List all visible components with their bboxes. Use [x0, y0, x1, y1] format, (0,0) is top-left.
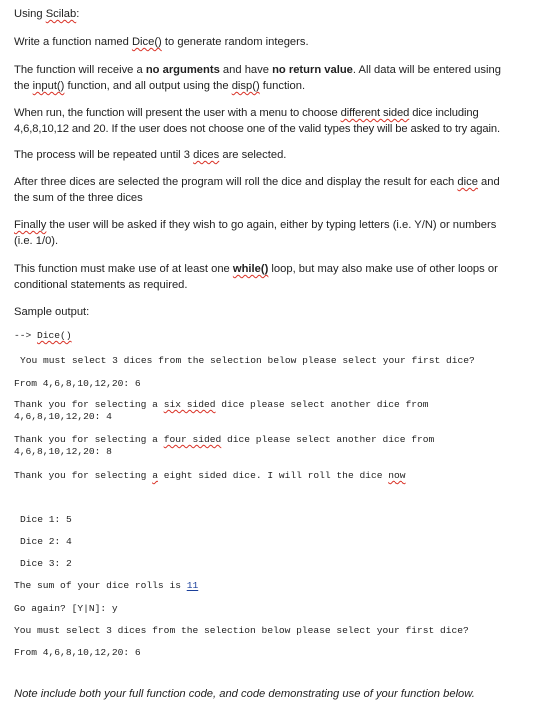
after-dice: dice [457, 176, 478, 188]
sample-line-3a: Thank you for selecting a [14, 399, 164, 410]
sample-sum [14, 580, 198, 592]
sample-again: Go again? [Y|N]: y [14, 603, 118, 614]
sample-line-5b: a [152, 470, 158, 481]
finally-paragraph [14, 217, 542, 249]
io-paragraph [14, 62, 542, 94]
run-l2: 4,6,8,10,12 and 20. If the user does not choose one of the valid types they will be asked to try again. [14, 123, 501, 135]
loop-l1a: This function must make use of at least one [14, 263, 233, 275]
sample-line-7: From 4,6,8,10,12,20: 6 [14, 647, 141, 658]
io-input-fn: input() [32, 80, 65, 92]
io-p3: . All data will be entered using [352, 64, 501, 76]
sample-line-3c: dice please select another dice from [215, 399, 429, 410]
io-p4: the [14, 80, 33, 92]
task-fn: Dice() [131, 36, 162, 48]
run-l1a: When run, the function will present the user with a menu to choose [14, 107, 341, 119]
sample-sum-pre: The sum of your dice rolls is [14, 580, 187, 591]
heading-scilab: Scilab [45, 8, 77, 20]
sample-line-4c: dice please select another dice from [221, 434, 435, 445]
sample-call-fn: Dice() [37, 330, 72, 341]
after-l2: the sum of the three dices [14, 192, 143, 204]
io-p6: function. [259, 80, 306, 92]
io-p2: and have [219, 64, 273, 76]
heading-post: : [76, 8, 80, 20]
repeat-paragraph [14, 147, 286, 163]
loop-l2: conditional statements as required. [14, 279, 188, 291]
task-paragraph [14, 34, 309, 50]
sample-line-1: You must select 3 dices from the selection below please select your first dice? [20, 355, 475, 366]
run-paragraph [14, 105, 546, 137]
sample-line-3d: 4,6,8,10,12,20: 4 [14, 411, 112, 422]
sample-line-3 [14, 399, 429, 423]
sample-call [14, 330, 72, 342]
repeat-dices: dices [193, 149, 220, 161]
sample-line-3b: six sided [163, 399, 216, 410]
after-l1a: After three dices are selected the program will roll the dice and display the result for each [14, 176, 458, 188]
sample-dice-1: Dice 1: 5 [20, 514, 72, 525]
heading-pre: Using [14, 8, 46, 20]
sample-line-4b: four sided [163, 434, 222, 445]
io-disp-fn: disp() [231, 80, 260, 92]
io-p1: The function will receive a [14, 64, 146, 76]
task-post: to generate random integers. [161, 36, 309, 48]
after-l1b: and [477, 176, 500, 188]
finally-l2: (i.e. 1/0). [14, 235, 59, 247]
sample-line-4 [14, 434, 434, 458]
sample-line-4d: 4,6,8,10,12,20: 8 [14, 446, 112, 457]
sample-line-5a: Thank you for selecting [14, 470, 153, 481]
sample-sum-value: 11 [186, 580, 199, 591]
sample-prompt: --> [14, 330, 38, 341]
finally-l1: the user will be asked if they wish to go again, either by typing letters (i.e. Y/N) or numbers [46, 219, 497, 231]
after-paragraph [14, 174, 542, 206]
sample-label: Sample output: [14, 306, 90, 318]
sample-line-4a: Thank you for selecting a [14, 434, 164, 445]
loop-while-fn: while() [232, 263, 269, 275]
note: Note include both your full function code, and code demonstrating use of your function below. [14, 688, 475, 700]
run-l1c: dice including [409, 107, 479, 119]
run-l1b: different sided [340, 107, 410, 119]
repeat-post: are selected. [219, 149, 287, 161]
io-bold-2: no return value [272, 64, 353, 76]
task-pre: Write a function named [14, 36, 132, 48]
sample-dice-2: Dice 2: 4 [20, 536, 72, 547]
sample-line-5d: now [388, 470, 406, 481]
io-p5: function, and all output using the [64, 80, 232, 92]
repeat-pre: The process will be repeated until 3 [14, 149, 194, 161]
heading [14, 6, 79, 22]
sample-line-2: From 4,6,8,10,12,20: 6 [14, 378, 141, 389]
finally-word: Finally [14, 219, 47, 231]
loop-l1b: loop, but may also make use of other loops or [268, 263, 498, 275]
sample-line-5 [14, 470, 406, 482]
loop-paragraph [14, 261, 542, 293]
sample-dice-3: Dice 3: 2 [20, 558, 72, 569]
sample-line-6: You must select 3 dices from the selection below please select your first dice? [14, 625, 469, 636]
sample-line-5c: eight sided dice. I will roll the dice [157, 470, 389, 481]
io-bold-1: no arguments [145, 64, 220, 76]
